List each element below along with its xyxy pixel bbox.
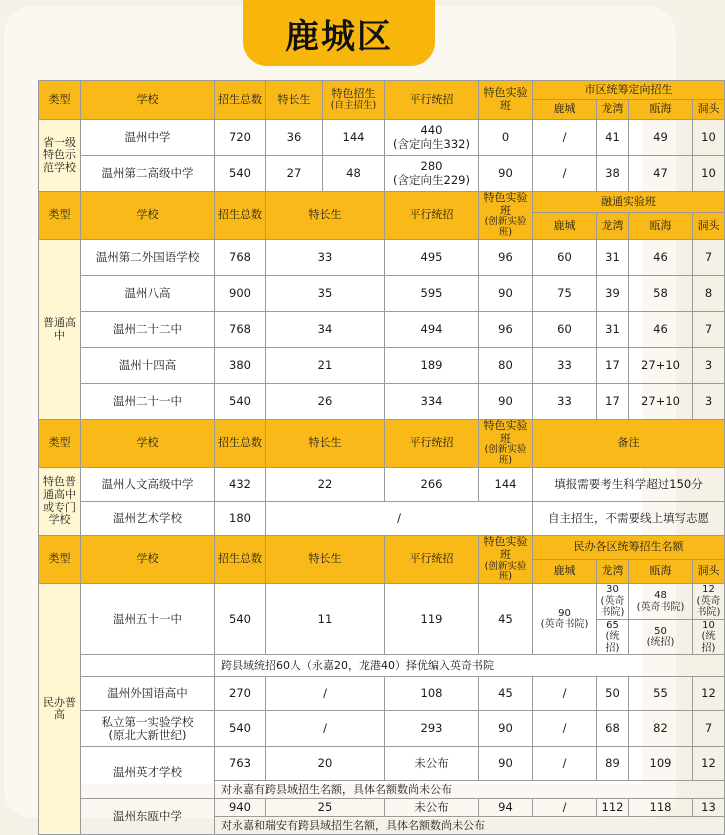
cell-d2a [597, 584, 629, 620]
category-cell: 民办普高 [39, 584, 81, 835]
cell-total: 180 [215, 502, 266, 536]
school-name: 温州东瓯中学 [81, 799, 215, 835]
cell-d1: 33 [533, 384, 597, 420]
cell-special: 26 [266, 384, 385, 420]
header-parallel: 平行统招 [385, 420, 479, 468]
cell-d4b [693, 619, 725, 655]
cell-special: 11 [266, 584, 385, 655]
cell-d2: 68 [597, 711, 629, 747]
cell-d4: 10 [693, 156, 725, 192]
cell-d3: 109 [629, 747, 693, 781]
cell-d1 [533, 584, 597, 655]
cell-d3: 46 [629, 312, 693, 348]
header-d1: 鹿城 [533, 100, 597, 120]
d2b-value: 65 [606, 619, 619, 631]
cell-d1: 60 [533, 312, 597, 348]
cell-d3: 27+10 [629, 348, 693, 384]
category-cell: 普通高中 [39, 240, 81, 420]
table-row [39, 799, 725, 817]
header-exp-class [479, 536, 533, 584]
table-row [39, 468, 725, 502]
cell-d4a [693, 584, 725, 620]
header-self-main: 特色招生 [331, 87, 376, 101]
school-name: 温州艺术学校 [81, 502, 215, 536]
header-d3: 瓯海 [629, 100, 693, 120]
school-name: 温州英才学校 [81, 747, 215, 799]
header-group: 融通实验班 [533, 192, 725, 213]
cell-d1: 60 [533, 240, 597, 276]
header-exp-main: 特色实验班 [483, 191, 528, 217]
cell-d2: 31 [597, 240, 629, 276]
cell-d1: / [533, 120, 597, 156]
table-row [39, 584, 725, 620]
cell-d1: / [533, 156, 597, 192]
section2-header-row [39, 192, 725, 213]
header-d4: 洞头 [693, 100, 725, 120]
cell-d3: 55 [629, 677, 693, 711]
cell-parallel: 108 [385, 677, 479, 711]
cell-d4: 8 [693, 276, 725, 312]
cell-d3: 27+10 [629, 384, 693, 420]
cell-total: 380 [215, 348, 266, 384]
cell-d4: 7 [693, 711, 725, 747]
cell-exp: 144 [479, 468, 533, 502]
cell-parallel: 595 [385, 276, 479, 312]
d1b-value: 90 [558, 607, 571, 619]
header-type: 类型 [39, 192, 81, 240]
header-type: 类型 [39, 420, 81, 468]
cell-exp: 90 [479, 711, 533, 747]
cell-parallel: 189 [385, 348, 479, 384]
table-row [39, 677, 725, 711]
cell-exp: 90 [479, 747, 533, 781]
cell-d1: / [533, 799, 597, 817]
header-type: 类型 [39, 81, 81, 120]
cell-exp: 96 [479, 312, 533, 348]
cell-total: 763 [215, 747, 266, 781]
cell-d2: 17 [597, 384, 629, 420]
cell-d3: 49 [629, 120, 693, 156]
cell-exp: 94 [479, 799, 533, 817]
table-row [39, 384, 725, 420]
cell-d4: 10 [693, 120, 725, 156]
header-d1: 鹿城 [533, 559, 597, 584]
cell-d3: 46 [629, 240, 693, 276]
cell-d1: 75 [533, 276, 597, 312]
header-type: 类型 [39, 536, 81, 584]
cell-parallel: 494 [385, 312, 479, 348]
cell-special: 35 [266, 276, 385, 312]
d2a-note: (英奇书院) [600, 595, 625, 619]
cell-self: 144 [323, 120, 385, 156]
header-group: 市区统筹定向招生 [533, 81, 725, 100]
header-exp-sub: (创新实验班) [484, 216, 527, 239]
cell-exp: 96 [479, 240, 533, 276]
d3b-value: 50 [654, 625, 667, 637]
cell-note: 对永嘉有跨县域招生名额，具体名额数尚未公布 [215, 781, 725, 799]
cell-parallel: 495 [385, 240, 479, 276]
parallel-value: 440 [420, 123, 443, 138]
cell-d4: 3 [693, 348, 725, 384]
school-name: 温州人文高级中学 [81, 468, 215, 502]
header-total: 招生总数 [215, 536, 266, 584]
school-name: 温州五十一中 [81, 584, 215, 655]
header-exp-main: 特色实验班 [483, 419, 528, 445]
cell-d2: 89 [597, 747, 629, 781]
school-name [81, 711, 215, 747]
table-note-row [39, 655, 725, 677]
section4-header-row [39, 536, 725, 559]
cell-d4: 7 [693, 312, 725, 348]
header-total: 招生总数 [215, 81, 266, 120]
cell-d3b [629, 619, 693, 655]
cell-special: / [266, 677, 385, 711]
parallel-note: (含定向生332) [393, 136, 470, 151]
cell-parallel [385, 120, 479, 156]
school-name: 温州八高 [81, 276, 215, 312]
header-d2: 龙湾 [597, 213, 629, 240]
cell-d3: 118 [629, 799, 693, 817]
category-cell: 省一级特色示范学校 [39, 120, 81, 192]
cell-total: 540 [215, 584, 266, 655]
header-exp-sub: (创新实验班) [484, 560, 527, 583]
cell-d3: 82 [629, 711, 693, 747]
cell-parallel: 266 [385, 468, 479, 502]
d2b-note: (统招) [605, 631, 620, 654]
header-exp-class: 特色实验班 [479, 81, 533, 120]
header-d2: 龙湾 [597, 559, 629, 584]
cell-special: / [266, 711, 385, 747]
cell-special: 33 [266, 240, 385, 276]
cell-d1: / [533, 747, 597, 781]
cell-parallel: 334 [385, 384, 479, 420]
cell-total: 270 [215, 677, 266, 711]
header-school: 学校 [81, 536, 215, 584]
school-name: 温州十四高 [81, 348, 215, 384]
cell-total: 720 [215, 120, 266, 156]
table-row [39, 711, 725, 747]
cell-exp: 90 [479, 276, 533, 312]
cell-exp: 0 [479, 120, 533, 156]
d1b-note: (英奇书院) [540, 619, 589, 631]
school-name-sub: (原北大新世纪) [108, 727, 187, 742]
header-group: 民办各区统筹招生名额 [533, 536, 725, 559]
d4b-note: (统招) [701, 631, 716, 654]
page-title: 鹿城区 [243, 0, 435, 66]
table-row [39, 747, 725, 781]
cell-total: 540 [215, 384, 266, 420]
d4b-value: 10 [702, 619, 715, 631]
d2a-value: 30 [606, 584, 619, 596]
admissions-table-sheet [38, 80, 721, 832]
table-row [39, 120, 725, 156]
cell-remark: 自主招生，不需要线上填写志愿 [533, 502, 725, 536]
cell-parallel: 293 [385, 711, 479, 747]
cell-parallel: 未公布 [385, 747, 479, 781]
cell-d2: 38 [597, 156, 629, 192]
header-school: 学校 [81, 420, 215, 468]
cell-special: 36 [266, 120, 323, 156]
cell-d2: 41 [597, 120, 629, 156]
parallel-value: 280 [420, 159, 443, 174]
header-school: 学校 [81, 81, 215, 120]
header-d3: 瓯海 [629, 213, 693, 240]
table-row [39, 240, 725, 276]
cell-d2: 50 [597, 677, 629, 711]
school-name: 温州第二外国语学校 [81, 240, 215, 276]
cell-total: 768 [215, 312, 266, 348]
header-school: 学校 [81, 192, 215, 240]
admissions-table [38, 80, 725, 835]
category-cell: 特色普通高中或专门学校 [39, 468, 81, 536]
cell-parallel: 119 [385, 584, 479, 655]
cell-special: 25 [266, 799, 385, 817]
header-d1: 鹿城 [533, 213, 597, 240]
cell-d1: / [533, 711, 597, 747]
table-row [39, 502, 725, 536]
header-self-recruit [323, 81, 385, 120]
cell-d3: 47 [629, 156, 693, 192]
cell-self: 48 [323, 156, 385, 192]
school-name: 温州第二高级中学 [81, 156, 215, 192]
cell-special: 20 [266, 747, 385, 781]
cell-d2: 39 [597, 276, 629, 312]
cell-total: 768 [215, 240, 266, 276]
cell-remark: 填报需要考生科学超过150分 [533, 468, 725, 502]
cell-note: 对永嘉和瑞安有跨县域招生名额，具体名额数尚未公布 [215, 817, 725, 835]
header-d3: 瓯海 [629, 559, 693, 584]
parallel-note: (含定向生229) [393, 172, 470, 187]
cell-special: 22 [266, 468, 385, 502]
cell-exp: 45 [479, 677, 533, 711]
header-exp-main: 特色实验班 [483, 535, 528, 561]
cell-note: 跨县域统招60人（永嘉20，龙港40）择优编入英奇书院 [215, 655, 725, 677]
header-total: 招生总数 [215, 192, 266, 240]
header-self-sub: (自主招生) [330, 99, 377, 111]
cell-merged: / [266, 502, 533, 536]
d4a-note: (英奇书院) [696, 595, 721, 619]
cell-exp: 90 [479, 384, 533, 420]
header-parallel: 平行统招 [385, 536, 479, 584]
cell-exp: 45 [479, 584, 533, 655]
cell-d4: 13 [693, 799, 725, 817]
header-special: 特长生 [266, 192, 385, 240]
header-remark: 备注 [533, 420, 725, 468]
cell-d4: 12 [693, 677, 725, 711]
table-row [39, 348, 725, 384]
school-name: 温州二十一中 [81, 384, 215, 420]
cell-d4: 3 [693, 384, 725, 420]
section3-header-row [39, 420, 725, 468]
cell-d1: 33 [533, 348, 597, 384]
cell-d4: 7 [693, 240, 725, 276]
header-d2: 龙湾 [597, 100, 629, 120]
header-parallel: 平行统招 [385, 81, 479, 120]
cell-d1: / [533, 677, 597, 711]
school-name-main: 私立第一实验学校 [101, 714, 194, 729]
cell-exp: 80 [479, 348, 533, 384]
cell-total: 432 [215, 468, 266, 502]
cell-d2: 112 [597, 799, 629, 817]
section1-header-row [39, 81, 725, 100]
cell-special: 34 [266, 312, 385, 348]
table-row [39, 276, 725, 312]
header-d4: 洞头 [693, 559, 725, 584]
d3a-value: 48 [654, 590, 667, 602]
school-name: 温州二十二中 [81, 312, 215, 348]
header-parallel: 平行统招 [385, 192, 479, 240]
header-exp-sub: (创新实验班) [484, 444, 527, 467]
header-d4: 洞头 [693, 213, 725, 240]
cell-d4: 12 [693, 747, 725, 781]
table-row [39, 156, 725, 192]
d3a-note: (英奇书院) [636, 601, 685, 613]
cell-parallel [385, 156, 479, 192]
header-exp-class [479, 420, 533, 468]
header-special: 特长生 [266, 81, 323, 120]
cell-d3a [629, 584, 693, 620]
cell-total: 540 [215, 711, 266, 747]
d3b-note: (统招) [646, 637, 675, 649]
cell-d2: 17 [597, 348, 629, 384]
cell-special: 27 [266, 156, 323, 192]
header-special: 特长生 [266, 420, 385, 468]
header-special: 特长生 [266, 536, 385, 584]
header-exp-class [479, 192, 533, 240]
cell-exp: 90 [479, 156, 533, 192]
cell-d2: 31 [597, 312, 629, 348]
d4a-value: 12 [702, 584, 715, 596]
cell-d2b [597, 619, 629, 655]
cell-parallel: 未公布 [385, 799, 479, 817]
cell-d3: 58 [629, 276, 693, 312]
school-name: 温州中学 [81, 120, 215, 156]
cell-total: 900 [215, 276, 266, 312]
table-row [39, 312, 725, 348]
header-total: 招生总数 [215, 420, 266, 468]
cell-total: 940 [215, 799, 266, 817]
cell-total: 540 [215, 156, 266, 192]
cell-special: 21 [266, 348, 385, 384]
school-name: 温州外国语高中 [81, 677, 215, 711]
